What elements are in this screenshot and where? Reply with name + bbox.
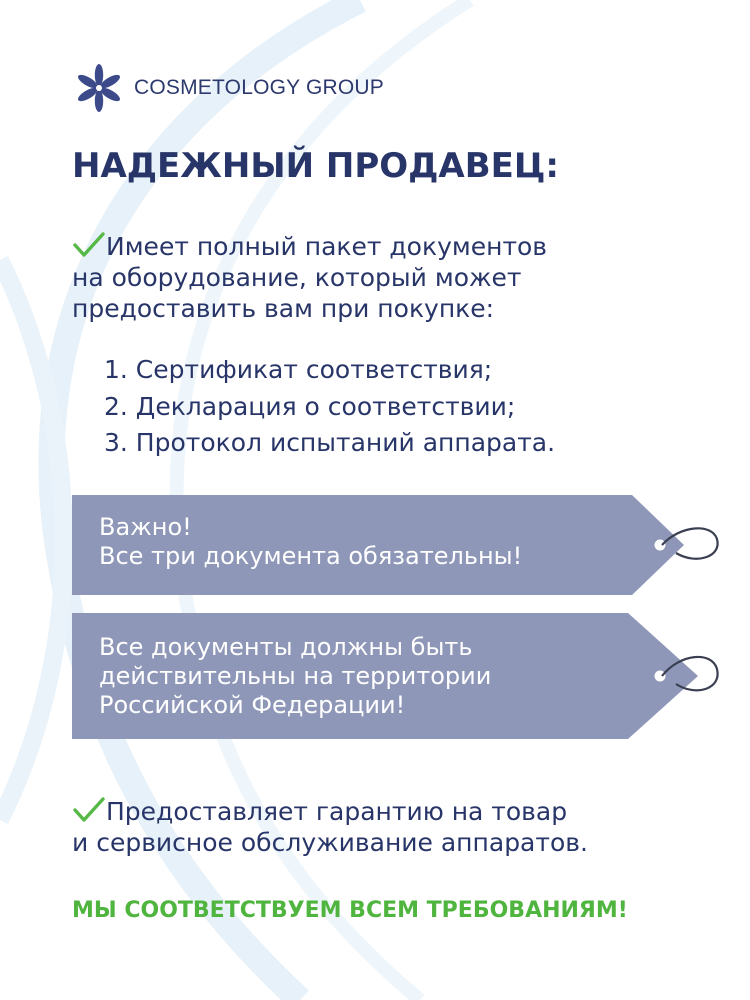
tag-text [99,513,522,571]
intro-line-text: Имеет полный пакет документов [106,232,548,261]
list-item: 1. Сертификат соответствия; [104,355,493,384]
check-icon [72,797,106,823]
documents-list [104,352,555,462]
tag-line: Важно! [99,513,192,541]
tag-line: Российской Федерации! [99,691,406,719]
validity-tag [72,613,732,739]
guarantee-line: и сервисное обслуживание аппаратов. [72,828,588,857]
important-tag [72,495,732,595]
check-icon [72,232,106,258]
brand-logo [74,62,384,114]
intro-line: на оборудование, который может [72,263,522,292]
list-item: 2. Декларация о соответствии; [104,391,516,421]
flower-icon [74,63,124,113]
intro-line: предоставить вам при покупке: [72,294,495,323]
intro-paragraph [72,231,547,324]
brand-name: COSMETOLOGY GROUP [134,76,385,99]
guarantee-line-text: Предоставляет гарантию на товар [106,797,568,826]
guarantee-line [72,796,588,827]
closing-statement: МЫ СООТВЕТСТВУЕМ ВСЕМ ТРЕБОВАНИЯМ! [72,898,628,923]
tag-text [99,633,491,720]
intro-line [72,231,547,262]
guarantee-paragraph [72,796,588,858]
tag-line: действительны на территории [99,662,492,690]
tag-line: Все три документа обязательны! [99,542,523,570]
list-item: 3. Протокол испытаний аппарата. [104,428,556,457]
tag-line: Все документы должны быть [99,633,473,661]
page-title: НАДЕЖНЫЙ ПРОДАВЕЦ: [72,146,560,186]
